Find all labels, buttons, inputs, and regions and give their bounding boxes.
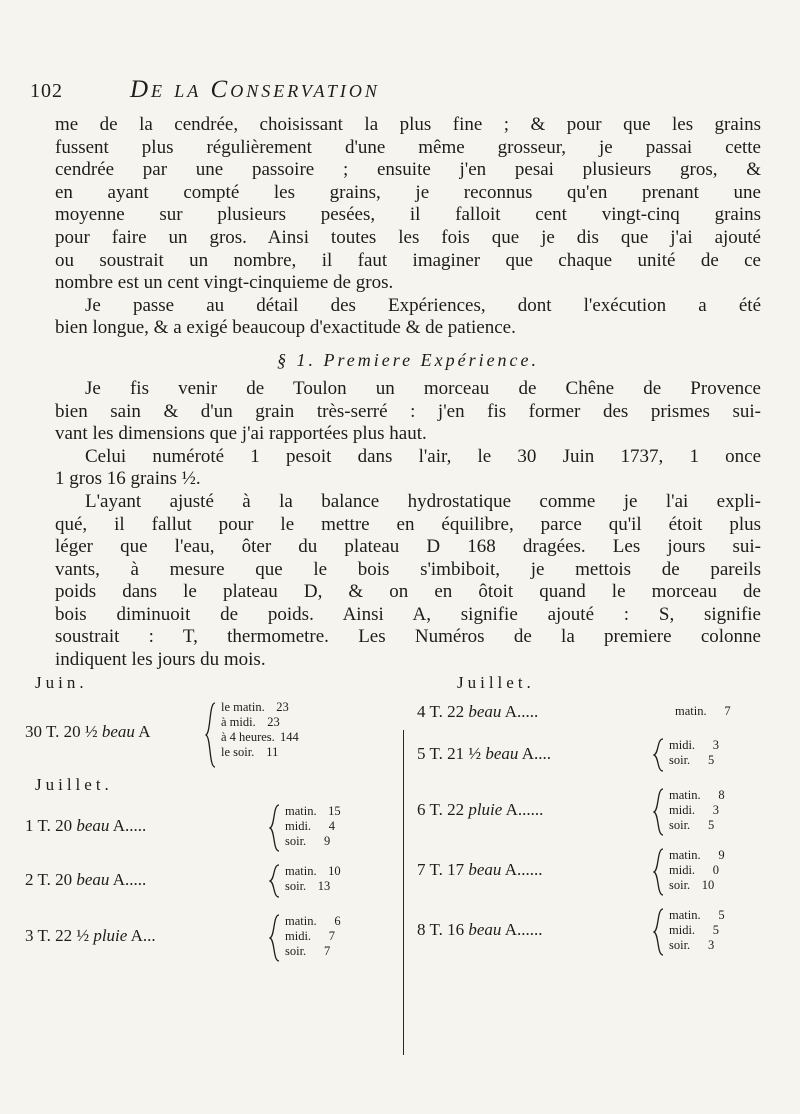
- entry-label: [417, 744, 551, 764]
- time-row: [669, 938, 725, 953]
- table-row: [25, 696, 397, 772]
- text-line: Celui numéroté 1 pesoit dans l'air, le 30 Juin 1737, 1 once: [85, 445, 761, 467]
- time-row: [669, 878, 725, 893]
- entry-operation: A...: [130, 926, 156, 945]
- time-list: [285, 914, 341, 959]
- time-value: 7: [323, 944, 331, 958]
- entry-weather: beau: [468, 920, 502, 939]
- time-row: [285, 864, 341, 879]
- text-line: bien longue, & a exigé beaucoup d'exactitude & de patience.: [55, 317, 516, 339]
- text-line: soustrait : T, thermometre. Les Numéros de la premiere colonne: [55, 626, 761, 648]
- month-heading: Juillet.: [35, 775, 113, 794]
- time-label: midi.: [285, 819, 312, 833]
- text-line: indiquent les jours du mois.: [55, 649, 266, 671]
- month-heading: Juin.: [35, 673, 88, 692]
- time-list: [285, 804, 341, 849]
- time-label: soir.: [285, 944, 307, 958]
- time-label: soir.: [669, 878, 691, 892]
- entry-temperature: T. 20 ½: [45, 722, 98, 741]
- time-label: soir.: [669, 753, 691, 767]
- time-row: [669, 908, 725, 923]
- time-row: [675, 704, 731, 719]
- time-label: soir.: [669, 818, 691, 832]
- entry-temperature: T. 17: [429, 860, 465, 879]
- entry-day: 4: [417, 702, 426, 721]
- time-label: le soir.: [221, 745, 255, 759]
- brace-icon: [653, 908, 665, 956]
- time-label: matin.: [669, 908, 701, 922]
- time-list: [669, 848, 725, 893]
- table-row: [417, 696, 765, 730]
- entry-temperature: T. 21 ½: [429, 744, 482, 763]
- entry-temperature: T. 22: [429, 800, 465, 819]
- brace-icon: [653, 788, 665, 836]
- time-value: 0: [712, 863, 720, 877]
- time-label: matin.: [669, 788, 701, 802]
- brace-icon: [653, 738, 665, 772]
- text-line: pour faire un gros. Ainsi toutes les fois que je dis que j'ai ajouté: [55, 226, 761, 248]
- table-row: [417, 842, 765, 902]
- entry-weather: beau: [468, 860, 502, 879]
- time-row: [669, 923, 725, 938]
- time-value: 7: [328, 929, 336, 943]
- entry-weather: beau: [468, 702, 502, 721]
- entry-label: [25, 722, 150, 742]
- time-row: [221, 700, 299, 715]
- time-value: 8: [718, 788, 725, 802]
- time-row: [285, 914, 341, 929]
- text-line: cendrée par une passoire ; ensuite j'en pesai plusieurs gros, &: [55, 159, 761, 181]
- time-label: midi.: [285, 929, 312, 943]
- time-row: [669, 738, 719, 753]
- entry-weather: beau: [101, 722, 135, 741]
- entry-label: [417, 702, 538, 722]
- text-line: poids dans le plateau D, & on en ôtoit quand le morceau de: [55, 581, 761, 603]
- entry-label: [417, 860, 542, 880]
- entry-label: [25, 870, 146, 890]
- time-label: midi.: [669, 863, 696, 877]
- entry-day: 30: [25, 722, 42, 741]
- entry-weather: beau: [485, 744, 519, 763]
- table-row: [417, 902, 765, 962]
- text-line: vants, à mesure que le bois s'imbiboit, je mettois de pareils: [55, 558, 761, 580]
- entry-day: 2: [25, 870, 34, 889]
- entry-day: 5: [417, 744, 426, 763]
- entry-operation: A....: [521, 744, 551, 763]
- time-value: 10: [701, 878, 715, 892]
- time-list: [221, 700, 299, 760]
- time-label: soir.: [285, 879, 307, 893]
- time-row: [669, 848, 725, 863]
- brace-icon: [269, 804, 281, 852]
- text-line: moyenne sur plusieurs pesées, il falloit cent vingt-cinq grains: [55, 204, 761, 226]
- time-value: 9: [323, 834, 331, 848]
- time-value: 23: [276, 700, 289, 714]
- time-label: matin.: [669, 848, 701, 862]
- time-value: 3: [712, 738, 720, 752]
- time-label: soir.: [669, 938, 691, 952]
- time-row: [221, 715, 299, 730]
- text-line: ou soustrait un nombre, il faut imaginer que chaque unité de ce: [55, 249, 761, 271]
- time-value: 5: [712, 923, 720, 937]
- entry-operation: A......: [505, 800, 544, 819]
- entry-label: [25, 816, 146, 836]
- time-list: [669, 908, 725, 953]
- time-value: 23: [267, 715, 280, 729]
- month-heading: Juillet.: [457, 673, 535, 692]
- time-label: matin.: [675, 704, 707, 718]
- time-label: le matin.: [221, 700, 265, 714]
- running-head: De la Conservation: [130, 76, 380, 103]
- time-list: [285, 864, 341, 894]
- time-row: [221, 730, 299, 745]
- table-row: [25, 908, 397, 968]
- entry-day: 6: [417, 800, 426, 819]
- time-row: [285, 804, 341, 819]
- text-line: qué, il fallut pour le mettre en équilibre, parce qu'il étoit plus: [55, 513, 761, 535]
- time-row: [285, 834, 341, 849]
- entry-day: 3: [25, 926, 34, 945]
- text-line: bois diminuoit de poids. Ainsi A, signifie ajouté : S, signifie: [55, 603, 761, 625]
- time-label: matin.: [285, 864, 317, 878]
- text-line: me de la cendrée, choisissant la plus fine ; & pour que les grains: [55, 114, 761, 135]
- time-row: [669, 753, 719, 768]
- time-row: [285, 879, 341, 894]
- time-value: 5: [718, 908, 725, 922]
- time-label: soir.: [285, 834, 307, 848]
- time-list: [669, 738, 719, 768]
- time-value: 5: [707, 818, 715, 832]
- time-label: midi.: [669, 738, 696, 752]
- time-value: 15: [328, 804, 341, 818]
- time-value: 144: [280, 730, 299, 744]
- table-row: [417, 782, 765, 842]
- text-line: Je passe au détail des Expériences, dont l'exécution a été: [85, 294, 761, 316]
- entry-label: [25, 926, 156, 946]
- entry-weather: pluie: [93, 926, 128, 945]
- time-value: 3: [712, 803, 720, 817]
- time-value: 9: [718, 848, 725, 862]
- time-value: 7: [724, 704, 731, 718]
- time-row: [669, 803, 725, 818]
- text-line: en ayant compté les grains, je reconnus qu'en prenant une: [55, 181, 761, 203]
- time-label: à 4 heures.: [221, 730, 275, 744]
- column-divider: [403, 730, 404, 1055]
- section-title: § 1. Premiere Expérience.: [276, 349, 540, 370]
- entry-label: [417, 920, 542, 940]
- page-number: 102: [30, 80, 63, 102]
- text-line: léger que l'eau, ôter du plateau D 168 dragées. Les jours sui-: [55, 536, 761, 558]
- text-line: vant les dimensions que j'ai rapportées plus haut.: [55, 423, 427, 445]
- entry-weather: pluie: [468, 800, 503, 819]
- entry-operation: A.....: [504, 702, 539, 721]
- entry-temperature: T. 22: [429, 702, 465, 721]
- table-left-column: [25, 670, 397, 968]
- entry-label: [417, 800, 543, 820]
- time-row: [669, 818, 725, 833]
- time-value: 4: [328, 819, 336, 833]
- table-row: [25, 858, 397, 908]
- table-row: [25, 798, 397, 858]
- time-list: [669, 788, 725, 833]
- entry-operation: A.....: [112, 816, 147, 835]
- entry-temperature: T. 20: [37, 816, 73, 835]
- time-value: 10: [328, 864, 341, 878]
- entry-operation: A.....: [112, 870, 147, 889]
- brace-icon: [653, 848, 665, 896]
- page-header: [30, 76, 770, 112]
- time-row: [669, 863, 725, 878]
- time-value: 13: [317, 879, 331, 893]
- text-line: fussent plus régulièrement d'une même grosseur, je passai cette: [55, 136, 761, 158]
- time-list: [675, 704, 731, 719]
- entry-operation: A......: [504, 860, 543, 879]
- time-value: 3: [707, 938, 715, 952]
- body-text: [55, 114, 761, 672]
- time-row: [669, 788, 725, 803]
- time-label: matin.: [285, 804, 317, 818]
- text-line: Je fis venir de Toulon un morceau de Chêne de Provence: [85, 377, 761, 399]
- entry-temperature: T. 16: [429, 920, 465, 939]
- brace-icon: [205, 702, 217, 768]
- entry-day: 1: [25, 816, 34, 835]
- time-label: matin.: [285, 914, 317, 928]
- entry-operation: A......: [504, 920, 543, 939]
- time-row: [285, 929, 341, 944]
- time-label: midi.: [669, 923, 696, 937]
- time-value: 11: [266, 745, 279, 759]
- time-row: [221, 745, 299, 760]
- entry-weather: beau: [76, 816, 110, 835]
- time-label: à midi.: [221, 715, 256, 729]
- time-value: 6: [334, 914, 341, 928]
- brace-icon: [269, 914, 281, 962]
- text-line: nombre est un cent vingt-cinquieme de gros.: [55, 272, 394, 294]
- entry-temperature: T. 22 ½: [37, 926, 90, 945]
- time-row: [285, 944, 341, 959]
- text-line: bien sain & d'un grain très-serré : j'en fis former des prismes sui-: [55, 400, 761, 422]
- entry-day: 8: [417, 920, 426, 939]
- time-value: 5: [707, 753, 715, 767]
- brace-icon: [269, 864, 281, 898]
- entry-day: 7: [417, 860, 426, 879]
- entry-temperature: T. 20: [37, 870, 73, 889]
- table-right-column: [417, 670, 765, 962]
- measurement-tables: [25, 670, 765, 1070]
- time-label: midi.: [669, 803, 696, 817]
- table-row: [417, 730, 765, 782]
- text-line: 1 gros 16 grains ½.: [55, 468, 201, 490]
- entry-weather: beau: [76, 870, 110, 889]
- entry-operation: A: [138, 722, 151, 741]
- time-row: [285, 819, 341, 834]
- text-line: L'ayant ajusté à la balance hydrostatique comme je l'ai expli-: [85, 490, 761, 512]
